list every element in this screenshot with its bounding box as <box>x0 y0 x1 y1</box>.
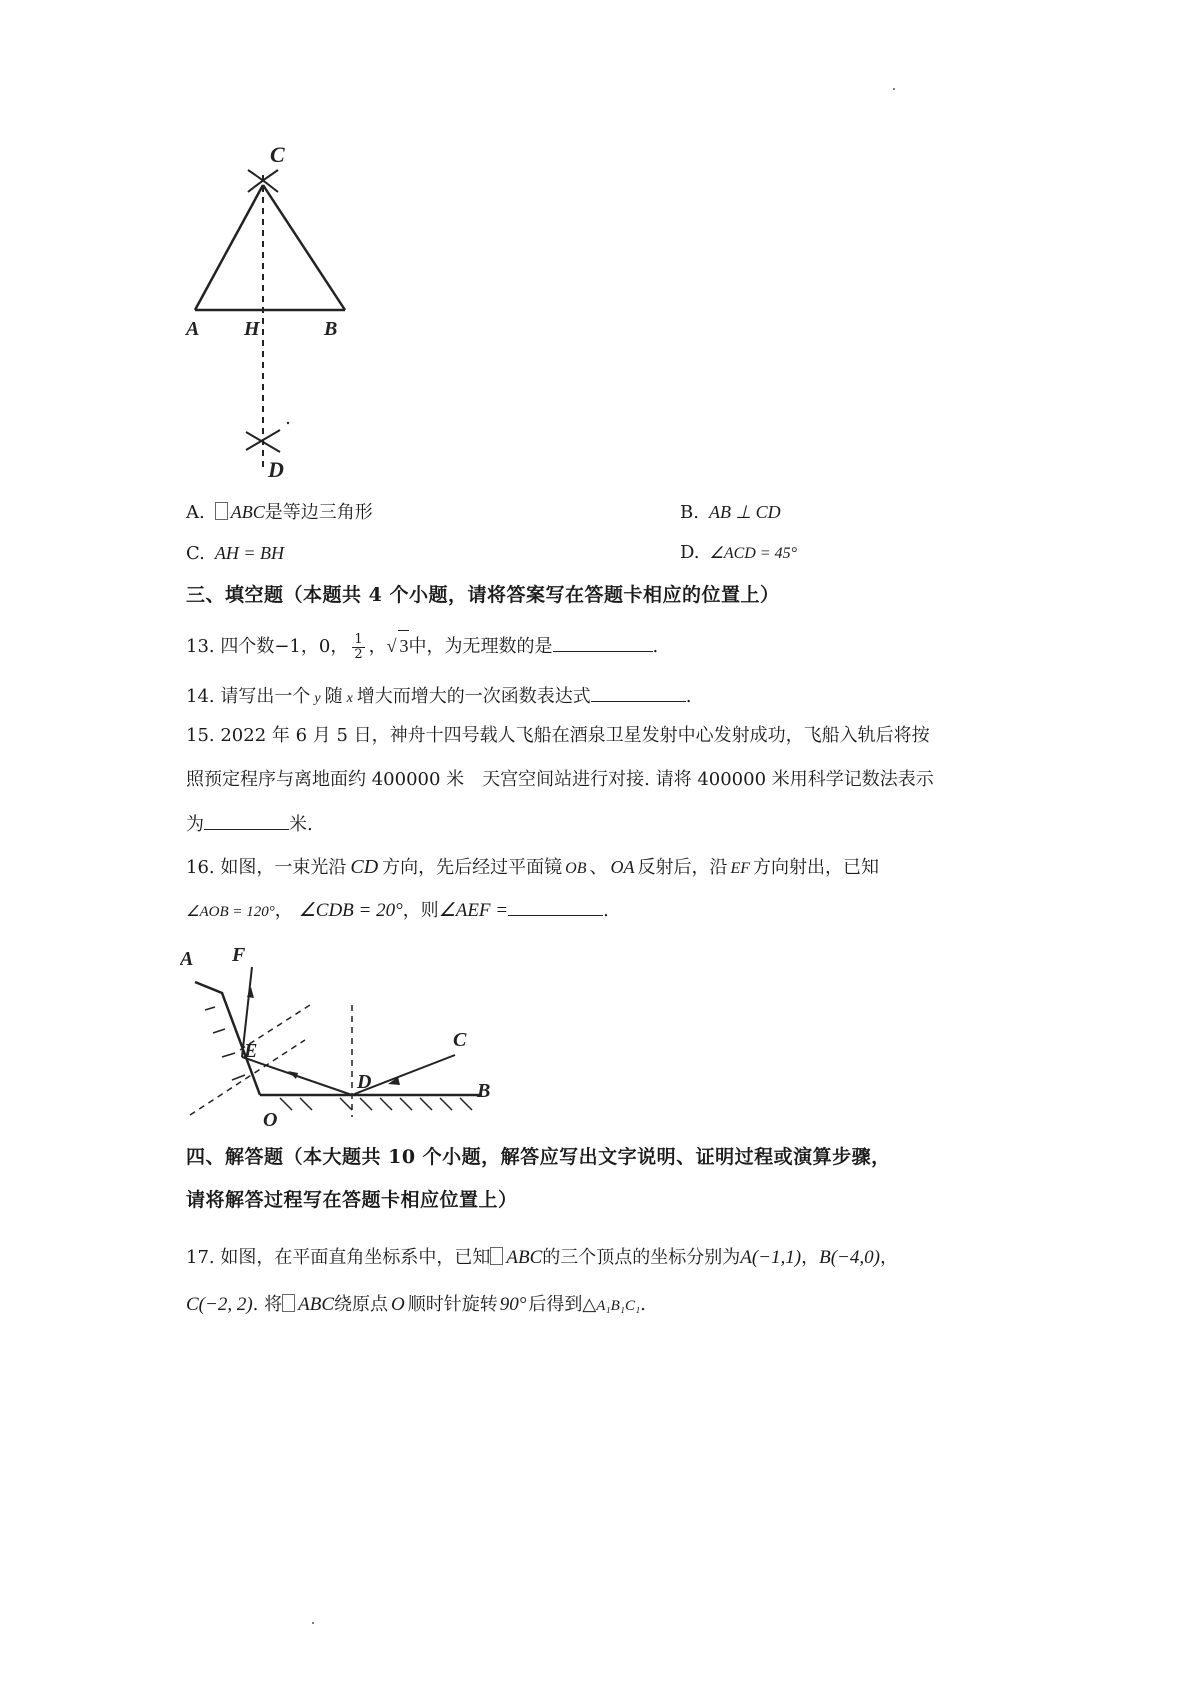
q17-point-b: B(−4,0) <box>819 1247 880 1268</box>
q16-text-b: 方向，先后经过平面镜 <box>382 857 563 878</box>
question-17-line1 <box>186 1243 898 1273</box>
q17-abc2: ABC <box>298 1294 334 1315</box>
option-b-label: B. <box>680 502 699 523</box>
question-15-line3 <box>186 809 313 840</box>
mirror-oa <box>195 982 260 1095</box>
q16-text-d: 方向射出，已知 <box>753 857 880 878</box>
q13-suffix: 中，为无理数的是 <box>408 636 553 657</box>
option-b-math: AB ⊥ CD <box>708 502 781 522</box>
label-b: B <box>324 318 338 340</box>
triangle-symbol-icon <box>282 1294 295 1312</box>
q13-prefix: 13. 四个数−1，0， <box>186 636 349 657</box>
option-a-text: 是等边三角形 <box>264 502 373 523</box>
q17-text-c2: 顺时针旋转 <box>407 1294 498 1315</box>
option-a-label: A. <box>186 502 205 523</box>
section4-heading-line1: 四、解答题（本大题共 10 个小题，解答应写出文字说明、证明过程或演算步骤， <box>186 1146 891 1168</box>
option-c-label: C. <box>186 543 205 564</box>
option-c <box>186 538 284 569</box>
question-15-line1: 15. 2022 年 6 月 5 日，神舟十四号载人飞船在酒泉卫星发射中心发射成功，飞船入轨后将按 <box>186 725 930 746</box>
q15-suffix: 米. <box>289 814 313 835</box>
q16-cd: CD <box>350 856 379 878</box>
q13-comma: ， <box>368 636 387 657</box>
question-16-line2 <box>186 895 609 927</box>
label-b: B <box>477 1080 491 1102</box>
answer-blank[interactable] <box>591 681 686 702</box>
q17-a1b1c1: A₁B₁C₁ <box>596 1298 641 1314</box>
question-14 <box>186 681 692 714</box>
q14-end: . <box>685 686 692 707</box>
sqrt-radicand: 3 <box>398 630 409 661</box>
q16-sep: 、 <box>589 857 608 878</box>
q17-text-a: 17. 如图，在平面直角坐标系中，已知 <box>186 1247 491 1268</box>
question-16-line1 <box>186 852 879 884</box>
q14-prefix: 14. 请写出一个 <box>186 686 311 707</box>
label-c: C <box>453 1029 467 1051</box>
arrow-ef-icon <box>247 987 254 998</box>
label-a: A <box>180 948 194 970</box>
q16-angle-cdb: ∠CDB = 20° <box>298 900 403 921</box>
label-h: H <box>244 318 260 340</box>
section3-heading: 三、填空题（本题共 4 个小题，请将答案写在答题卡相应的位置上） <box>186 584 780 606</box>
question-15-line2: 照预定程序与离地面约 400000 米 天宫空间站进行对接. 请将 400000 米用科学记数法表示 <box>186 769 934 790</box>
option-d-label: D. <box>680 542 700 563</box>
option-d-math: ∠ACD = 45° <box>709 545 798 562</box>
option-b <box>680 497 781 528</box>
q17-comma: ， <box>801 1247 820 1268</box>
q13-end: . <box>652 636 659 657</box>
label-a: A <box>186 318 200 340</box>
q17-text-d2: 后得到△ <box>528 1294 597 1315</box>
scan-speck <box>893 88 895 90</box>
q14-var-x: x <box>346 691 353 706</box>
fraction-denominator: 2 <box>354 646 363 662</box>
triangle-symbol-icon <box>490 1247 503 1265</box>
q16-text-c: 反射后，沿 <box>637 857 728 878</box>
segment-bc <box>263 185 345 310</box>
question-17-line2 <box>186 1290 646 1321</box>
q16-end: . <box>603 900 609 921</box>
q14-var-y: y <box>314 691 321 706</box>
option-d <box>680 538 797 569</box>
q16-comma: ， <box>274 900 293 921</box>
speck-dot <box>287 422 289 424</box>
scan-speck <box>312 1622 314 1624</box>
q17-degree: 90° <box>499 1294 527 1315</box>
answer-blank[interactable] <box>553 631 653 652</box>
q17-o: O <box>391 1294 405 1315</box>
segment-ac <box>195 185 263 310</box>
arrow-de-icon <box>288 1071 298 1079</box>
q14-mid1: 随 <box>324 686 343 707</box>
fraction-one-half <box>352 633 364 662</box>
label-f: F <box>232 944 246 966</box>
q17-abc: ABC <box>506 1247 543 1268</box>
question-13 <box>186 630 658 662</box>
q17-text-b: 的三个顶点的坐标分别为 <box>542 1247 741 1268</box>
label-c: C <box>270 142 285 167</box>
q17-end: . <box>640 1294 646 1315</box>
label-d: D <box>357 1071 372 1093</box>
label-e: E <box>244 1040 258 1062</box>
triangle-symbol-icon <box>215 502 228 520</box>
label-d: D <box>268 457 284 480</box>
q15-prefix: 为 <box>186 814 204 835</box>
arc-mark-d1 <box>246 432 280 452</box>
answer-blank[interactable] <box>204 809 289 830</box>
q17-comma2: ， <box>879 1247 898 1268</box>
q14-mid2: 增大而增大的一次函数表达式 <box>356 686 591 707</box>
answer-blank[interactable] <box>508 895 603 916</box>
q17-text-b2: 绕原点 <box>334 1294 388 1315</box>
q16-text-a: 16. 如图，一束光沿 <box>186 857 347 878</box>
option-a-math: ABC <box>230 502 265 522</box>
q16-angle-aob: ∠AOB = 120° <box>186 904 275 920</box>
hatch-oa <box>205 1007 245 1080</box>
triangle-construction-figure <box>180 140 360 480</box>
label-o: O <box>263 1109 278 1131</box>
q16-angle-aef: ∠AEF = <box>438 900 509 921</box>
q17-point-c: C(−2, 2) <box>186 1294 253 1315</box>
sqrt-icon: √ <box>386 636 397 656</box>
fraction-numerator: 1 <box>354 631 363 647</box>
mirror-reflection-figure <box>180 935 510 1135</box>
option-a <box>186 497 373 528</box>
section4-heading-line2: 请将解答过程写在答题卡相应位置上） <box>186 1189 518 1211</box>
q16-text-then: ，则 <box>402 900 439 921</box>
q17-text-a2: . 将 <box>252 1294 283 1315</box>
q16-oa: OA <box>610 857 635 877</box>
q16-ef: EF <box>730 860 751 877</box>
q16-ob: OB <box>565 860 587 877</box>
option-c-math: AH = BH <box>214 543 284 563</box>
q17-point-a: A(−1,1) <box>740 1247 802 1268</box>
hatch-ob <box>280 1098 472 1110</box>
